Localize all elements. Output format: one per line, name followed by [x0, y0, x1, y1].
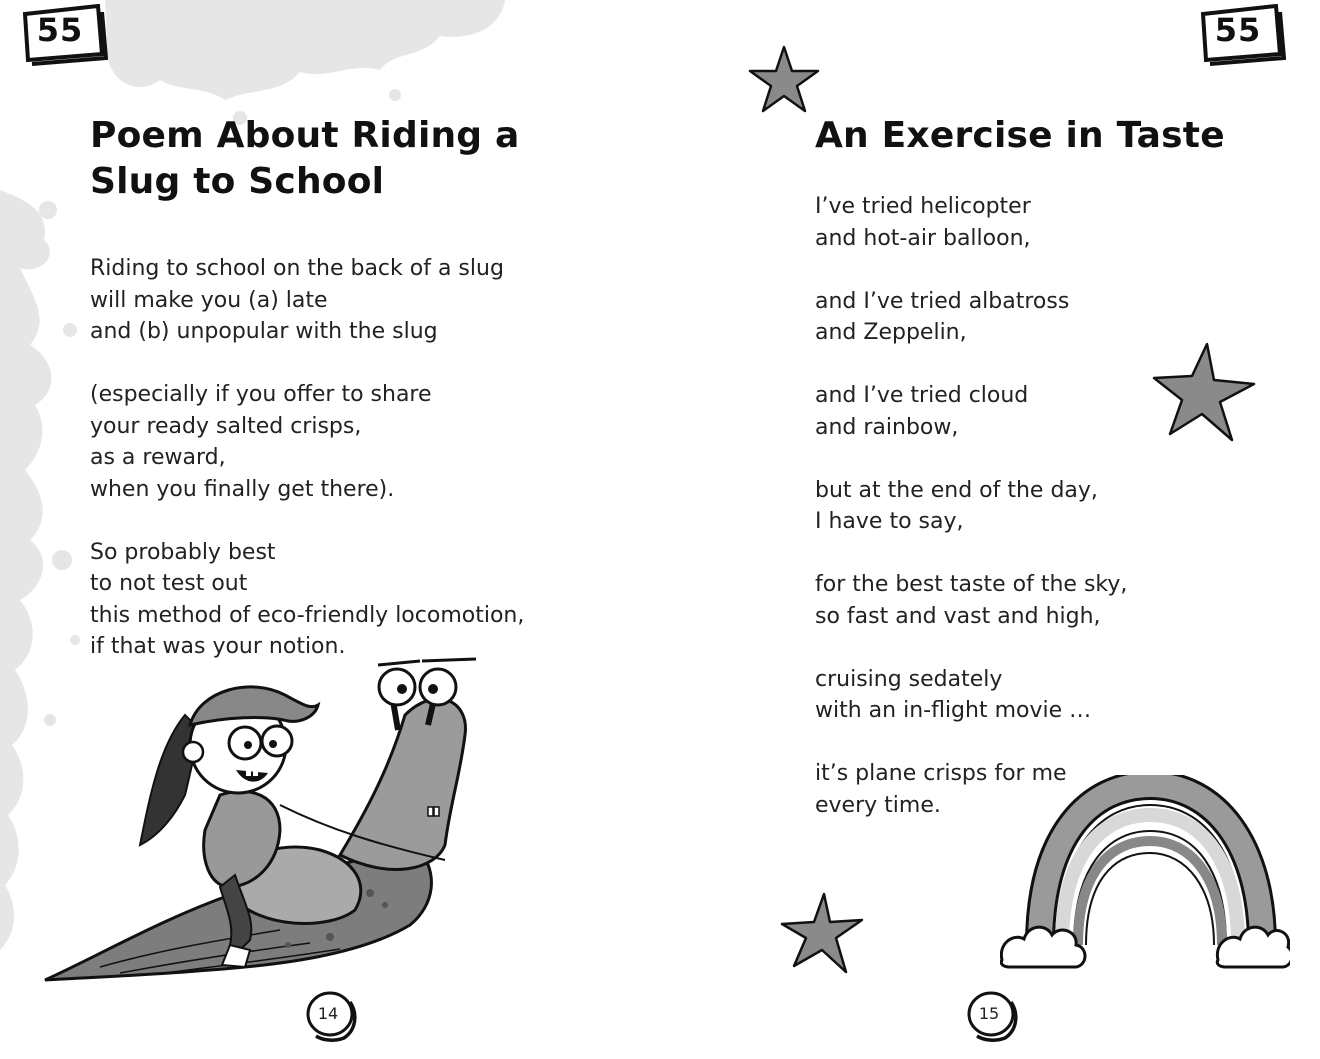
title-line: Poem About Riding a — [90, 115, 520, 156]
poem-line: I’ve tried helicopter — [815, 194, 1031, 219]
title-line: Slug to School — [90, 161, 385, 202]
poem-line: and I’ve tried cloud — [815, 383, 1029, 408]
poem-line: this method of eco-friendly locomotion, — [90, 602, 525, 628]
poem-line: and hot-air balloon, — [815, 225, 1031, 251]
stanza — [815, 286, 1215, 349]
poem-line: it’s plane crisps for me — [815, 761, 1067, 786]
poem-line: so fast and vast and high, — [815, 603, 1101, 629]
poem-line: but at the end of the day, — [815, 477, 1098, 503]
poem-line: if that was your notion. — [90, 634, 346, 659]
star-icon — [1152, 342, 1256, 442]
book-number-badge — [22, 4, 104, 62]
poem-line: I have to say, — [815, 509, 964, 534]
page-number-text: 15 — [978, 1003, 1000, 1023]
poem-line: and I’ve tried albatross — [815, 288, 1070, 314]
poem-line: will make you (a) late — [90, 287, 328, 313]
poem-title — [90, 113, 610, 205]
stanza — [90, 537, 560, 663]
poem-body — [90, 253, 560, 694]
poem-line: every time. — [815, 792, 941, 818]
poem-line: with an in-flight movie … — [815, 698, 1092, 723]
stanza — [815, 569, 1215, 632]
poem-line: (especially if you offer to share — [90, 382, 432, 407]
poem-line: to not test out — [90, 571, 248, 596]
poem-line: as a reward, — [90, 445, 226, 470]
rainbow-illustration — [1000, 775, 1290, 975]
poem-title: An Exercise in Taste — [815, 115, 1225, 156]
page-number — [304, 990, 356, 1040]
stanza — [90, 379, 560, 505]
page-number-text: 14 — [317, 1003, 339, 1023]
poem-line: your ready salted crisps, — [90, 413, 362, 439]
poem-line: and rainbow, — [815, 414, 959, 440]
poem-body — [815, 191, 1215, 853]
poem-line: for the best taste of the sky, — [815, 572, 1128, 597]
page-number — [965, 990, 1017, 1040]
book-number-badge — [1200, 4, 1282, 62]
poem-line: when you finally get there). — [90, 476, 395, 502]
poem-line: So probably best — [90, 539, 276, 565]
stanza — [90, 253, 560, 348]
stanza — [815, 475, 1215, 538]
star-icon — [780, 892, 864, 974]
stanza — [815, 664, 1215, 727]
badge-number: 55 — [36, 11, 84, 49]
star-icon — [748, 45, 820, 113]
right-page — [660, 0, 1320, 1059]
badge-number: 55 — [1214, 11, 1262, 49]
poem-line: and (b) unpopular with the slug — [90, 319, 438, 344]
poem-line: cruising sedately — [815, 666, 1003, 692]
poem-line: and Zeppelin, — [815, 320, 967, 345]
stanza — [815, 191, 1215, 254]
poem-line: Riding to school on the back of a slug — [90, 256, 504, 281]
girl-riding-slug-illustration — [40, 655, 500, 985]
